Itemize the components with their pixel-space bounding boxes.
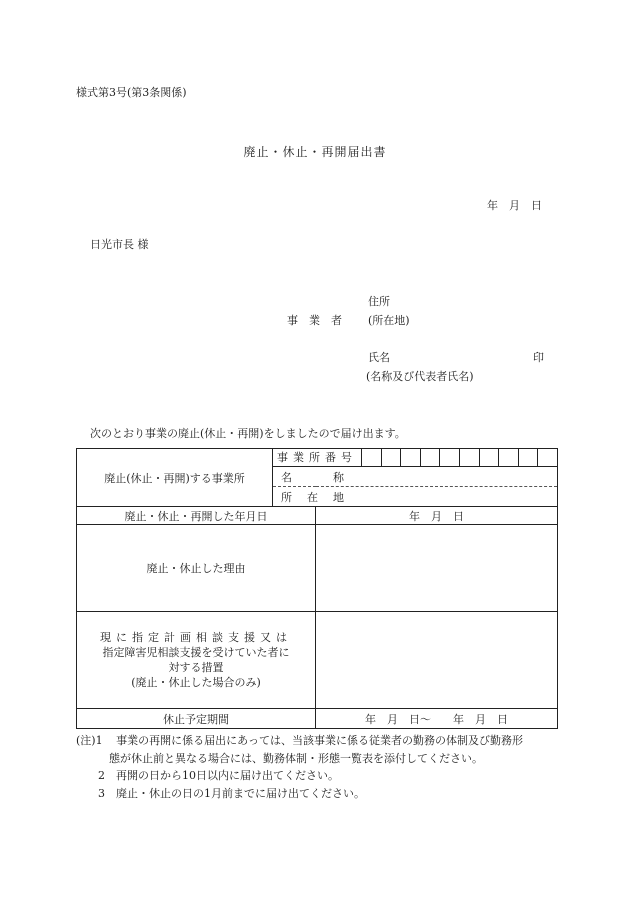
date-value[interactable]: 年 月 日	[316, 507, 558, 525]
submission-date[interactable]: 年 月 日	[487, 199, 542, 212]
measure-line-1: 現に指定計画相談支援又は	[100, 631, 292, 644]
lead-text: 次のとおり事業の廃止(休止・再開)をしましたので届け出ます。	[90, 427, 406, 440]
note3: 3 廃止・休止の日の1月前までに届け出てください。	[98, 786, 365, 800]
office-number-label: 事業所番号	[273, 449, 362, 466]
note1-prefix: (注)1	[76, 734, 103, 747]
measure-field[interactable]	[316, 612, 558, 709]
location-label: 所 在 地	[281, 490, 346, 504]
name-note: (名称及び代表者氏名)	[366, 370, 474, 383]
note2: 2 再開の日から10日以内に届け出てください。	[98, 769, 339, 782]
note1-line1: 事業の再開に係る届出にあっては、当該事業に係る従業者の勤務の体制及び勤務形	[116, 734, 523, 747]
business-operator-label: 事 業 者	[287, 314, 342, 327]
form-number: 様式第3号(第3条関係)	[76, 86, 187, 99]
reason-label: 廃止・休止した理由	[77, 525, 316, 612]
period-label: 休止予定期間	[77, 709, 316, 729]
reason-field[interactable]	[316, 525, 558, 612]
measure-label	[77, 612, 316, 709]
note1-line2: 態が休止前と異なる場合には、勤務体制・形態一覧表を添付してください。	[109, 751, 483, 765]
office-name-field[interactable]	[273, 467, 558, 487]
name-label: 氏名	[368, 351, 390, 364]
notes	[76, 732, 576, 802]
seal-mark: 印	[533, 351, 544, 364]
office-number-boxes[interactable]	[362, 449, 557, 466]
addressee: 日光市長 様	[90, 238, 149, 251]
page-title: 廃止・休止・再開届出書	[243, 145, 387, 159]
period-value[interactable]: 年 月 日〜 年 月 日	[316, 709, 558, 729]
office-location-field[interactable]	[273, 487, 558, 507]
location-label: (所在地)	[368, 314, 410, 327]
measure-line-3: 対する措置	[168, 661, 224, 674]
measure-line-2: 指定障害児相談支援を受けていた者に	[102, 646, 290, 659]
name-label: 名 称	[281, 470, 346, 484]
notification-table	[76, 448, 558, 729]
date-label: 廃止・休止・再開した年月日	[77, 507, 316, 525]
measure-line-4: (廃止・休止した場合のみ)	[131, 676, 261, 689]
office-label: 廃止(休止・再開)する事業所	[77, 449, 273, 507]
address-label: 住所	[368, 295, 390, 308]
